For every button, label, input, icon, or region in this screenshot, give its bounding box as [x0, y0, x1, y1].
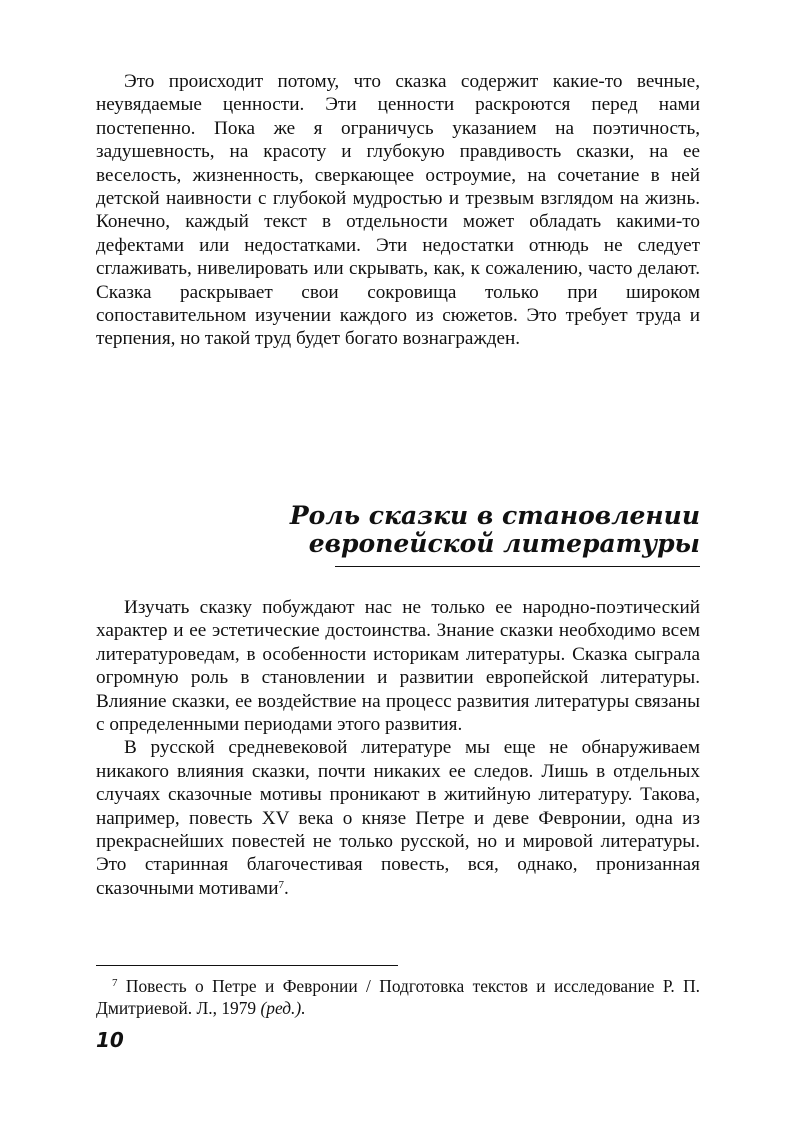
section-heading-line-2: европейской литературы	[308, 529, 700, 558]
section-heading	[96, 502, 700, 558]
section-paragraph-1: Изучать сказку побуждают нас не только ее народно-поэтический характер и ее эстетические достоинства. Знание сказки необходимо всем литературоведам, в особенности историкам литературы. Сказка сыграла огромную роль в становлении и развитии европейской литературы. Влияние сказки, ее воздействие на процесс развития литературы связаны с определенными периодами этого развития.	[96, 597, 700, 736]
section-paragraph-2: В русской средневековой литературе мы еще не обнаруживаем никакого влияния сказки, почти никаких ее следов. Лишь в отдельных случаях сказочные мотивы проникают в житийную литературу. Такова, например, повесть XV века о князе Петре и деве Февронии, одна из прекраснейших повестей не только русской, но и мировой литературы. Это старинная благочестивая повесть, вся, однако, пронизанная сказочными мотивами$^7$.	[96, 737, 700, 899]
footnote-divider	[96, 965, 398, 966]
footnote	[96, 975, 700, 1019]
footnote-text: Повесть о Петре и Февронии / Подготовка текстов и исследование Р. П. Дмитриевой. Л., 1979	[96, 976, 700, 1018]
section-body	[96, 596, 700, 900]
page-body	[96, 70, 700, 351]
footnote-number: 7	[112, 977, 118, 989]
section-heading-line-1: Роль сказки в становлении	[289, 501, 700, 530]
heading-underline	[335, 566, 700, 567]
footnote-reference[interactable]: 7	[278, 878, 285, 891]
page-number: 10	[96, 1028, 124, 1052]
footnote-editor-note: (ред.).	[260, 998, 306, 1018]
section-paragraph-2-text: В русской средневековой литературе мы еще не обнаруживаем никакого влияния сказки, почти никаких ее следов. Лишь в отдельных случаях сказочные мотивы проникают в житийную литературу. Такова, например, повесть XV века о князе Петре и деве Февронии, одна из прекраснейших повестей не только русской, но и мировой литературы. Это старинная благочестивая повесть, вся, однако, пронизанная сказочными мотивами	[96, 737, 700, 899]
top-paragraph: Это происходит потому, что сказка содержит какие-то вечные, неувядаемые ценности. Эти ценности раскроются перед нами постепенно. Пока же я ограничусь указанием на поэтичность, задушевность, на красоту и глубокую правдивость сказки, на ее веселость, жизненность, сверкающее остроумие, на сочетание в ней детской наивности с глубокой мудростью и трезвым взглядом на жизнь. Конечно, каждый текст в отдельности может обладать какими-то дефектами или недостатками. Эти недостатки отнюдь не следует сглаживать, нивелировать или скрывать, как, к сожалению, часто делают. Сказка раскрывает свои сокровища только при широком сопоставительном изучении каждого из сюжетов. Это требует труда и терпения, но такой труд будет богато вознагражден.	[96, 71, 700, 350]
